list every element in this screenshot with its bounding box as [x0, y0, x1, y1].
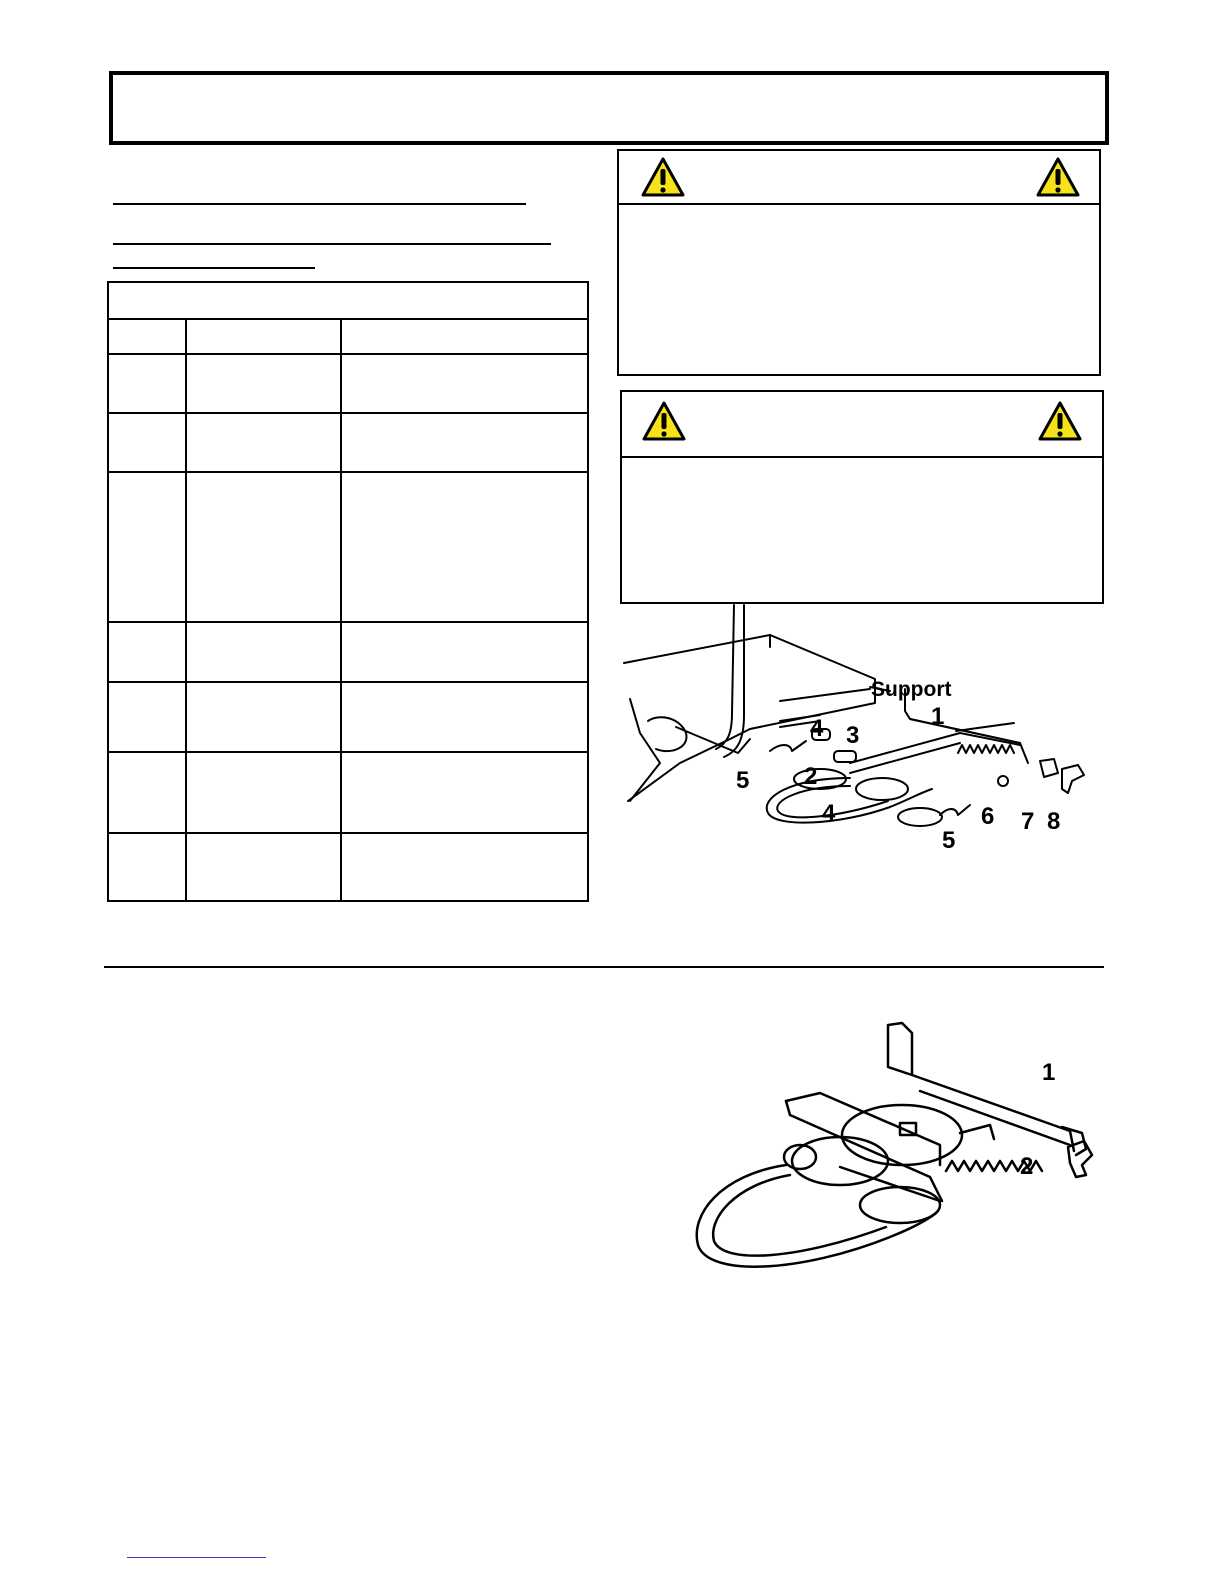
- footer-link-underline[interactable]: [127, 1557, 266, 1558]
- table-row-divider: [109, 412, 587, 414]
- callout-5: 5: [736, 767, 750, 794]
- callout-1: 1: [1042, 1059, 1056, 1086]
- warning-triangle-icon: [641, 157, 685, 197]
- page-title-box: [109, 71, 1109, 145]
- warning-triangle-icon: [1038, 401, 1082, 441]
- section-divider: [104, 966, 1104, 968]
- figure-2-drawing: [690, 1015, 1100, 1280]
- table-header-divider: [109, 318, 587, 320]
- callout-8: 8: [1047, 808, 1061, 835]
- warning-triangle-icon: [1036, 157, 1080, 197]
- warning-header: [619, 151, 1099, 205]
- heading-underline-1: [113, 203, 526, 205]
- table-row-divider: [109, 751, 587, 753]
- table-row-divider: [109, 353, 587, 355]
- warning-box-1: [617, 149, 1101, 376]
- callout-2: 2: [1020, 1153, 1034, 1180]
- callout-5: 5: [942, 827, 956, 854]
- callout-2: 2: [804, 763, 818, 790]
- support-label: Support: [871, 678, 952, 701]
- callout-6: 6: [981, 803, 995, 830]
- table-row-divider: [109, 621, 587, 623]
- table-row-divider: [109, 681, 587, 683]
- heading-underline-3: [113, 267, 315, 269]
- parts-table: [107, 281, 589, 902]
- figure-2-assembled-view: [690, 1015, 1100, 1280]
- table-row-divider: [109, 832, 587, 834]
- warning-box-2: [620, 390, 1104, 604]
- callout-7: 7: [1021, 808, 1035, 835]
- heading-underline-2: [113, 243, 551, 245]
- figure-1-exploded-view: [620, 603, 1105, 853]
- callout-4: 4: [822, 800, 836, 827]
- callout-1: 1: [931, 703, 945, 730]
- table-column-divider: [185, 319, 187, 900]
- table-row-divider: [109, 471, 587, 473]
- callout-3: 3: [846, 722, 860, 749]
- table-column-divider: [340, 319, 342, 900]
- callout-4: 4: [810, 715, 824, 742]
- warning-header: [622, 392, 1102, 458]
- warning-triangle-icon: [642, 401, 686, 441]
